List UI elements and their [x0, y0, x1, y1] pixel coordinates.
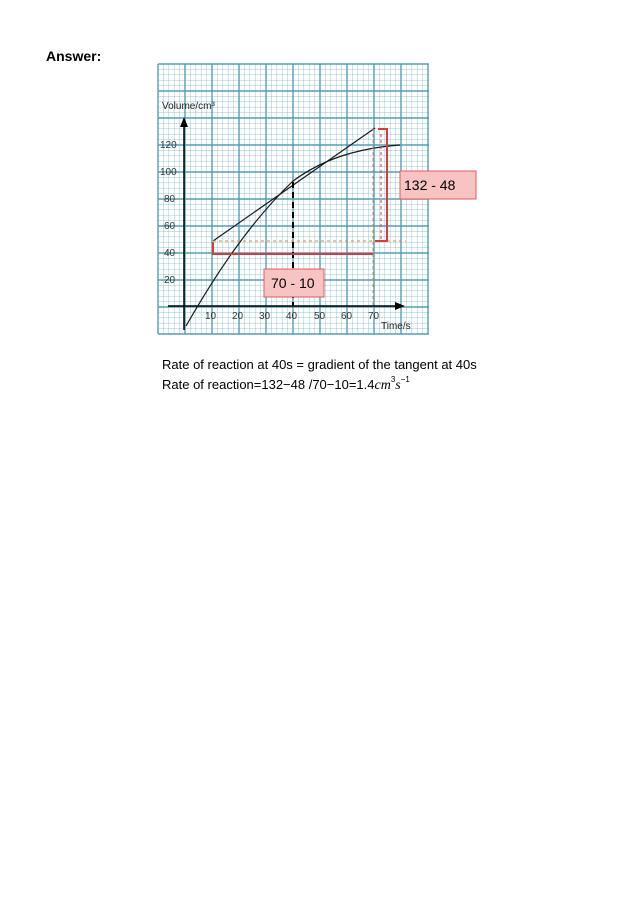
x-tick-label: 50 [314, 311, 326, 322]
rate-graph [158, 64, 456, 334]
y-tick-label: 60 [164, 221, 176, 232]
calculation-text: Rate of reaction=132−48 /70−10=1.4 [162, 377, 375, 392]
answer-heading: Answer: [46, 48, 102, 64]
unit-s-exponent: −1 [400, 375, 410, 384]
y-axis-label: Volume/cm³ [162, 101, 215, 112]
explanation-line: Rate of reaction at 40s = gradient of the tangent at 40s [162, 357, 477, 372]
x-tick-label: 40 [286, 311, 298, 322]
unit-cm: cm [374, 378, 391, 393]
y-tick-label: 40 [164, 248, 176, 259]
unit-cm-exponent: 3 [390, 375, 396, 384]
y-tick-label: 20 [164, 275, 176, 286]
run-label: 70 - 10 [271, 275, 315, 291]
x-tick-label: 10 [205, 311, 217, 322]
x-tick-label: 60 [341, 311, 353, 322]
rise-label: 132 - 48 [404, 177, 456, 193]
y-tick-label: 120 [160, 140, 177, 151]
unit-s: s [395, 378, 401, 393]
x-axis-label: Time/s [381, 321, 411, 332]
y-tick-label: 80 [164, 194, 176, 205]
x-tick-label: 70 [368, 311, 380, 322]
calculation-line [162, 375, 410, 394]
y-tick-label: 100 [160, 167, 177, 178]
x-tick-label: 30 [259, 311, 271, 322]
x-tick-label: 20 [232, 311, 244, 322]
